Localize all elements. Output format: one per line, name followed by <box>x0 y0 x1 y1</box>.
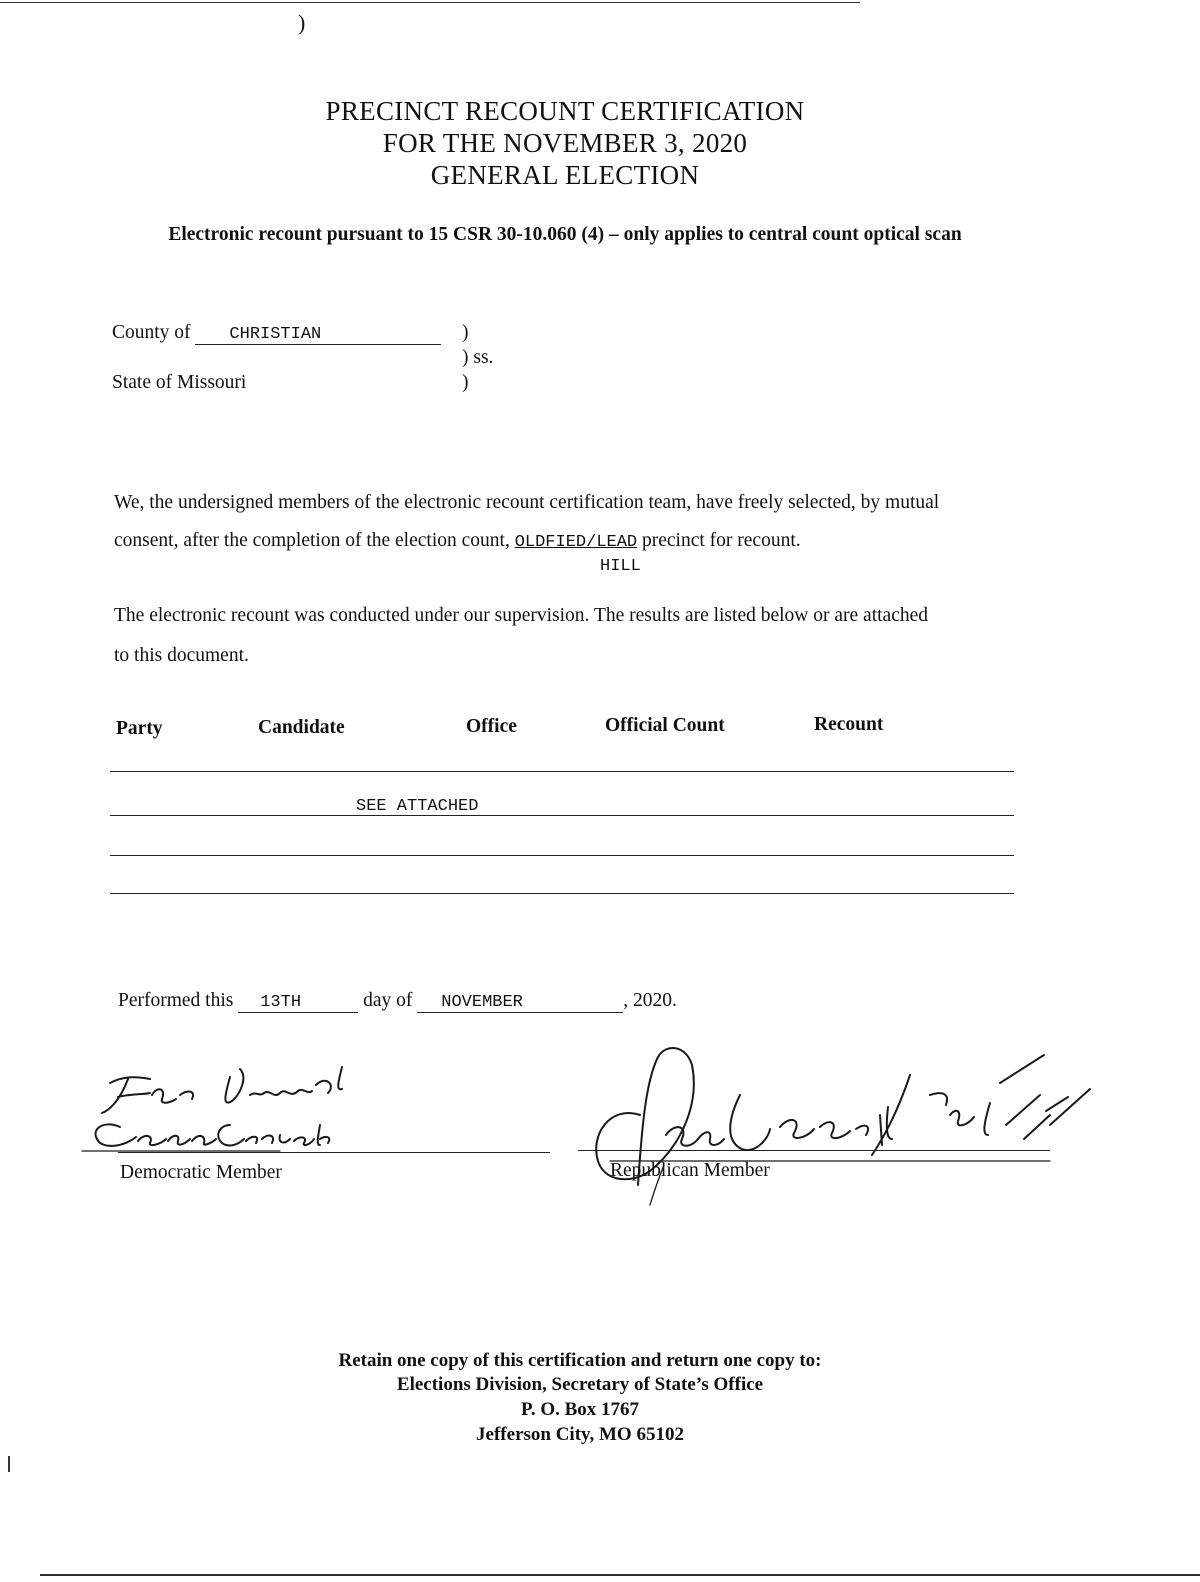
title-line-3: GENERAL ELECTION <box>430 160 700 190</box>
democratic-member-label: Democratic Member <box>120 1162 282 1183</box>
paragraph-1-line-1: We, the undersigned members of the electronic recount certification team, have freely selected, by mutual <box>114 492 940 513</box>
performed-label-a: Performed this <box>118 990 234 1011</box>
paragraph-1-text-c: precinct for recount. <box>642 530 801 551</box>
header-party: Party <box>116 718 163 739</box>
day-value: 13TH <box>260 993 302 1012</box>
month-field <box>417 993 623 1013</box>
democratic-signature-line <box>118 1152 550 1153</box>
table-rule-2 <box>110 815 1014 816</box>
county-row <box>112 322 441 345</box>
footer-line-2: Elections Division, Secretary of State’s Office <box>396 1374 764 1395</box>
republican-member-label: Republican Member <box>610 1160 770 1181</box>
header-office: Office <box>466 716 517 737</box>
scan-margin-mark <box>8 1456 10 1472</box>
state-label: State of Missouri <box>112 372 247 393</box>
paragraph-1-line-2 <box>114 530 801 552</box>
paragraph-2-line-1: The electronic recount was conducted under our supervision. The results are listed below or are attached <box>114 605 929 626</box>
table-rule-4 <box>110 893 1014 894</box>
paragraph-2-line-2: to this document. <box>114 645 249 666</box>
footer-line-4: Jefferson City, MO 65102 <box>476 1424 684 1445</box>
performed-row <box>118 990 677 1013</box>
scan-mark: ) <box>298 10 306 35</box>
month-value: NOVEMBER <box>441 993 523 1012</box>
footer-line-3: P. O. Box 1767 <box>520 1399 640 1420</box>
table-row-text: SEE ATTACHED <box>356 797 479 816</box>
scan-top-edge <box>0 2 860 3</box>
county-value: CHRISTIAN <box>229 325 322 344</box>
performed-label-c: , 2020. <box>623 990 677 1011</box>
title-line-1: PRECINCT RECOUNT CERTIFICATION <box>325 96 805 126</box>
scan-bottom-edge <box>40 1574 1200 1576</box>
republican-signature-line <box>578 1150 1050 1151</box>
precinct-value-line-2: HILL <box>600 557 641 576</box>
footer-line-1: Retain one copy of this certification and return one copy to: <box>338 1350 822 1371</box>
county-field <box>195 325 441 345</box>
table-rule-1 <box>110 771 1014 772</box>
day-field <box>238 993 358 1013</box>
performed-label-b: day of <box>363 990 413 1011</box>
header-official-count: Official Count <box>605 715 725 736</box>
paren-top: ) <box>462 322 469 343</box>
title-line-2: FOR THE NOVEMBER 3, 2020 <box>382 128 748 158</box>
republican-signature <box>570 1035 1100 1215</box>
democratic-signature <box>80 1055 380 1165</box>
ss-mark: ) ss. <box>462 347 494 368</box>
county-label: County of <box>112 322 191 343</box>
paragraph-1-text-b: consent, after the completion of the election count, <box>114 530 510 551</box>
subtitle: Electronic recount pursuant to 15 CSR 30-10.060 (4) – only applies to central count optical scan <box>168 224 962 245</box>
precinct-value: OLDFIED/LEAD <box>514 533 638 552</box>
header-recount: Recount <box>814 714 884 735</box>
table-rule-3 <box>110 855 1014 856</box>
paren-bottom: ) <box>462 372 469 393</box>
header-candidate: Candidate <box>258 717 345 738</box>
